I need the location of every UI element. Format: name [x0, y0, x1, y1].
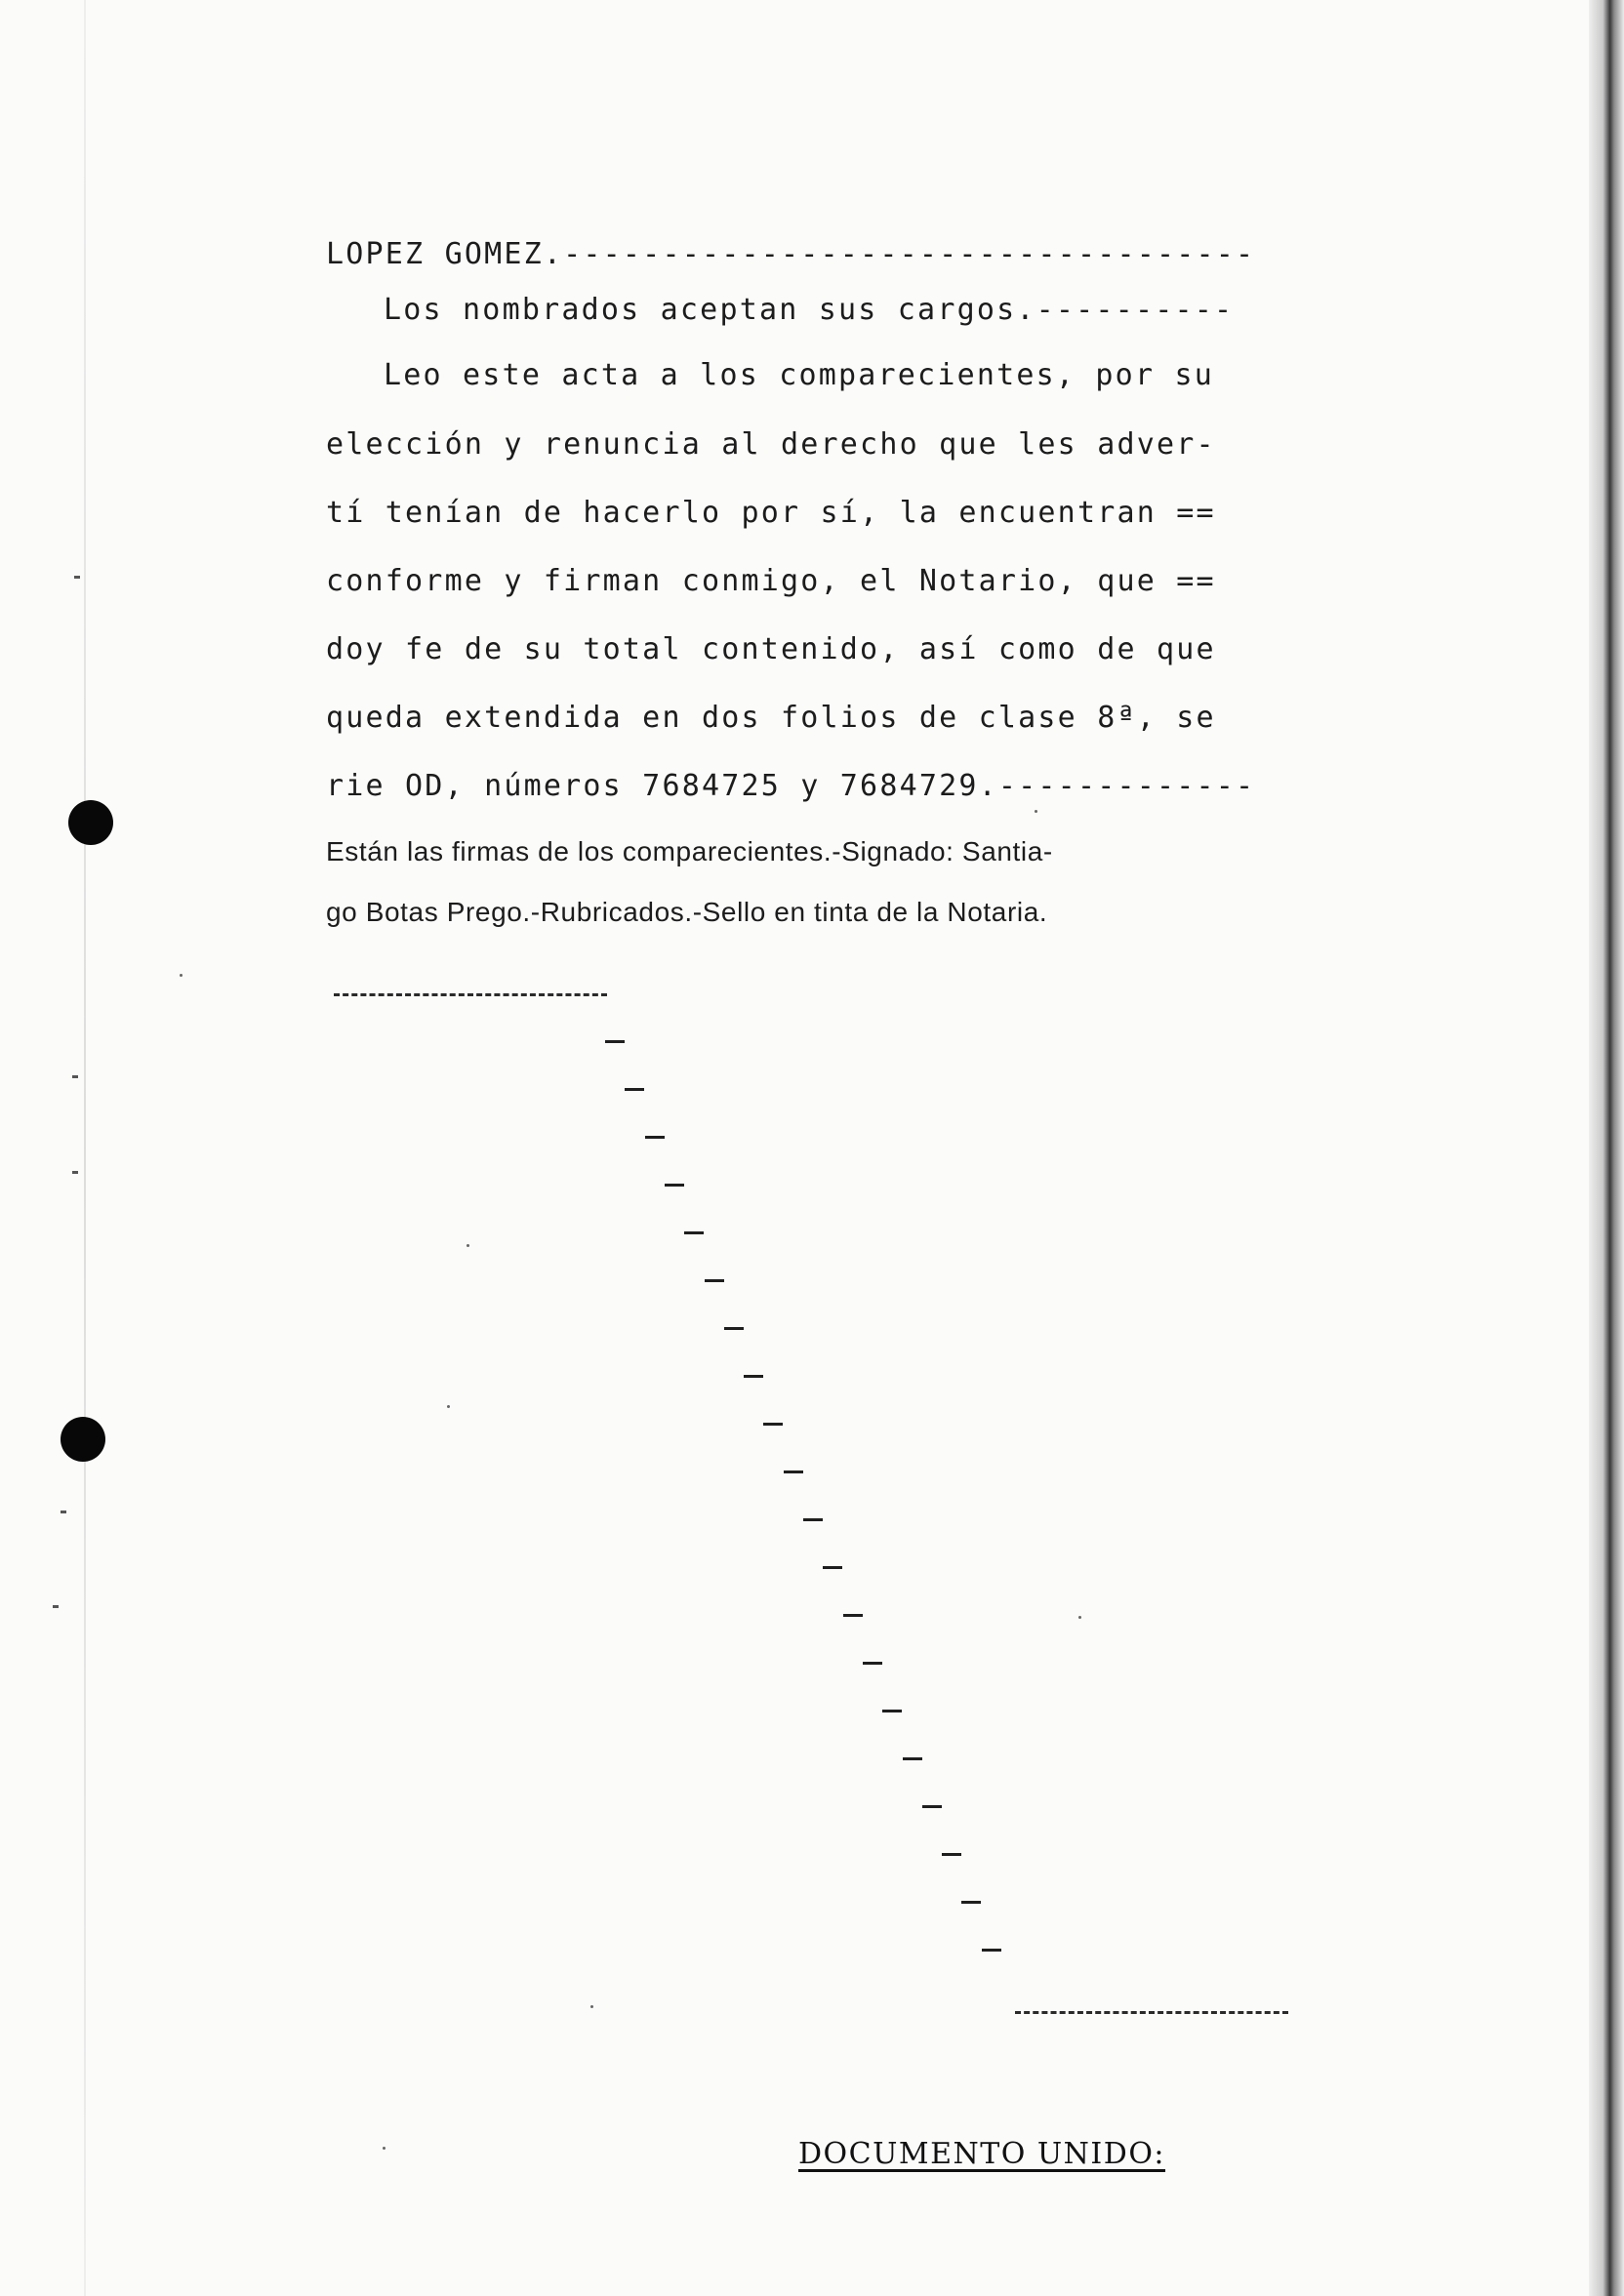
diagonal-dash [823, 1566, 842, 1569]
margin-mark [72, 1171, 78, 1174]
page-left-edge-shadow [84, 0, 86, 2296]
text-line-1: LOPEZ GOMEZ.----------------------------------- [326, 237, 1256, 271]
diagonal-dash [684, 1231, 704, 1234]
closing-dash-rule-right [1015, 2011, 1288, 2014]
paper-speck [180, 974, 183, 977]
diagonal-dash [882, 1710, 902, 1712]
text-line-6: conforme y firman conmigo, el Notario, que == [326, 564, 1216, 598]
margin-mark [74, 576, 80, 579]
diagonal-dash [942, 1853, 961, 1856]
text-line-3: Leo este acta a los comparecientes, por su [384, 358, 1214, 392]
diagonal-dash [803, 1518, 823, 1521]
diagonal-dash [922, 1805, 942, 1808]
text-line-9: rie OD, números 7684725 y 7684729.------------- [326, 769, 1256, 803]
text-line-2: Los nombrados aceptan sus cargos.---------- [384, 293, 1235, 327]
closing-title: DOCUMENTO UNIDO: [798, 2137, 1166, 2171]
diagonal-dash [903, 1757, 922, 1760]
text-line-7: doy fe de su total contenido, así como de que [326, 632, 1216, 666]
punch-hole-top [68, 800, 113, 845]
text-line-8: queda extendida en dos folios de clase 8ª, se [326, 701, 1216, 735]
punch-hole-bottom [61, 1417, 105, 1462]
diagonal-dash [784, 1470, 803, 1473]
diagonal-dash [645, 1136, 665, 1139]
diagonal-dash [843, 1614, 863, 1617]
diagonal-dash [982, 1949, 1001, 1952]
paper-speck [1078, 1616, 1081, 1619]
text-line-5: tí tenían de hacerlo por sí, la encuentran == [326, 496, 1216, 530]
text-line-11: go Botas Prego.-Rubricados.-Sello en tinta de la Notaria. [326, 897, 1048, 927]
text-line-10: Están las firmas de los comparecientes.-Signado: Santia- [326, 836, 1053, 866]
text-line-4: elección y renuncia al derecho que les adver- [326, 427, 1216, 462]
page-right-edge-shadow [1589, 0, 1624, 2296]
closing-dash-rule-left [334, 993, 607, 996]
paper-speck [1035, 810, 1037, 813]
paper-speck [383, 2147, 386, 2150]
diagonal-dash [763, 1423, 783, 1426]
diagonal-dash [625, 1088, 644, 1091]
diagonal-dash [665, 1184, 684, 1187]
diagonal-dash [705, 1279, 724, 1282]
diagonal-dash [961, 1901, 981, 1904]
diagonal-dash [605, 1040, 625, 1043]
margin-mark [72, 1075, 78, 1078]
diagonal-dash [744, 1375, 763, 1378]
paper-speck [447, 1405, 450, 1408]
diagonal-dash [863, 1662, 882, 1665]
margin-mark [53, 1605, 59, 1608]
paper-speck [590, 2005, 593, 2008]
margin-mark [61, 1511, 66, 1513]
paper-speck [467, 1244, 469, 1247]
diagonal-dash [724, 1327, 744, 1330]
